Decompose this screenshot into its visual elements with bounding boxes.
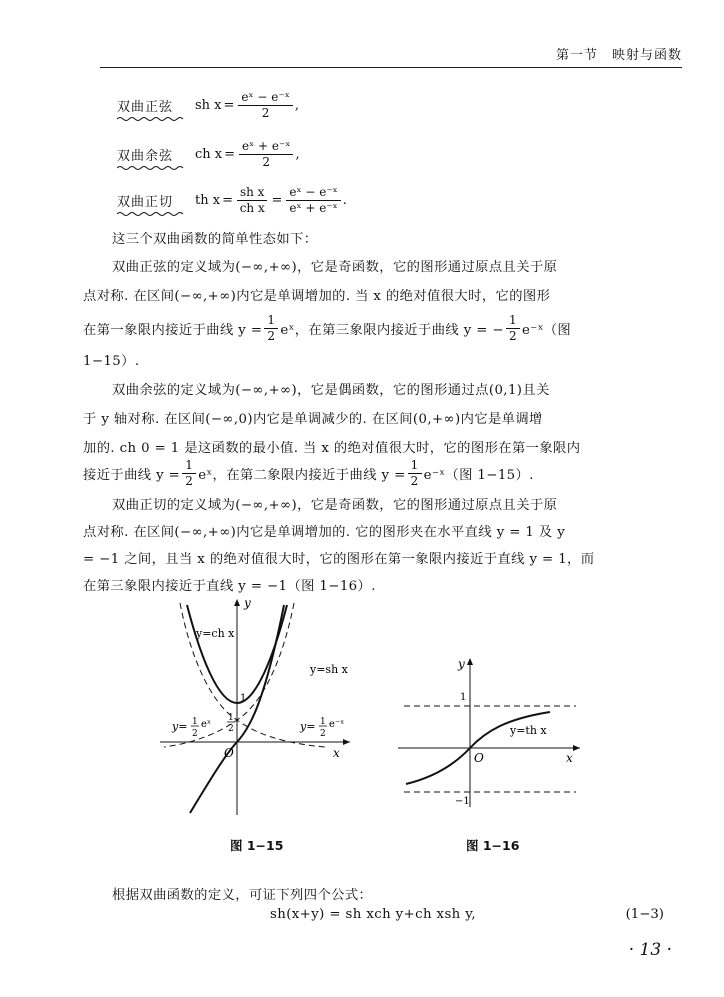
page-number: · 13 · [628,940,672,960]
def-name-cosh: 双曲余弦 [117,148,174,164]
fn-tanh: th x [195,192,221,208]
ch-para-line-2: 于 y 轴对称. 在区间(−∞,0)内它是单调减少的. 在区间(0,+∞)内它是单调增 [83,412,543,427]
right-asym-label: y= [300,720,316,733]
left-asym-label: y= [172,720,188,733]
x-axis-arrow [343,739,350,745]
ch-para-line-3: 加的. ch 0 = 1 是这函数的最小值. 当 x 的绝对值很大时，它的图形在第一象限内 [83,441,581,456]
header-rule [100,67,682,68]
half-den: 2 [228,724,234,734]
svg-text:1: 1 [320,717,326,727]
th-para-line-4: 在第三象限内接近于直线 y = −1（图 1−16）. [83,579,376,594]
x-label: x [566,751,573,765]
intro-line: 这三个双曲函数的简单性态如下： [112,232,318,247]
tanh-label: y=th x [510,724,547,737]
running-header: 第一节 映射与函数 [555,48,682,63]
y-axis-arrow [234,599,240,606]
wavy-underline [117,116,187,122]
frac-cosh: $\frac{\text{eˣ + e⁻ˣ}}{2}$ [239,139,293,170]
th-para-line-2: 点对称. 在区间(−∞,+∞)内它是单调增加的. 它的图形夹在水平直线 y = 1 及 y [83,525,566,540]
sh-para-line-1: 双曲正弦的定义域为(−∞,+∞)，它是奇函数，它的图形通过原点且关于原 [112,260,558,275]
svg-text:2: 2 [192,729,198,739]
caption-fig-1-16: 图 1−16 [466,838,520,853]
x-label: x [333,746,340,760]
half-num: 1 [228,713,234,723]
def-name-tanh: 双曲正切 [117,194,174,210]
frac-sinh: $\frac{\text{eˣ − e⁻ˣ}}{2}$ [238,90,292,121]
svg-text:1: 1 [192,717,198,727]
y-label: y [244,596,251,610]
y-label: y [458,657,465,671]
def-name-sinh: 双曲正弦 [117,99,174,115]
def-cosh: 双曲余弦 ch x = $\frac{\text{eˣ + e⁻ˣ}}{2}$ , [117,138,300,169]
sh-para-line-3: 在第一象限内接近于曲线 y = $\frac{1}{2}$ eˣ，在第三象限内接近于曲线 y = − $\frac{1}{2}$ e⁻ˣ（图 [83,313,572,343]
wavy-underline [117,211,187,217]
equation-number: (1−3) [625,907,664,922]
closing-line: 根据双曲函数的定义，可证下列四个公式： [112,888,373,903]
origin-label: O [224,746,234,760]
one-mark: 1 [240,693,247,704]
cosh-label: y=ch x [196,627,235,640]
def-tanh: 双曲正切 th x = $\frac{\text{sh x}}{\text{ch x}}$ = $\frac{\text{eˣ − e⁻ˣ}}{\text{eˣ + e⁻ˣ}}$ . [117,184,347,215]
ch-para-line-1: 双曲余弦的定义域为(−∞,+∞)，它是偶函数，它的图形通过点(0,1)且关 [112,383,550,398]
figure-1-16 [390,652,590,812]
neg-one-label: −1 [455,796,470,807]
fn-sinh: sh x [195,97,222,113]
caption-fig-1-15: 图 1−15 [230,838,284,853]
svg-text:2: 2 [320,729,326,739]
wavy-underline [117,165,187,171]
sh-para-line-4: 1−15）. [83,354,140,369]
def-sinh: 双曲正弦 sh x = $\frac{\text{eˣ − e⁻ˣ}}{2}$ , [117,89,299,120]
frac-tanh-2: $\frac{\text{eˣ − e⁻ˣ}}{\text{eˣ + e⁻ˣ}}$ [286,185,340,216]
sinh-label: y=sh x [310,663,348,676]
th-para-line-1: 双曲正切的定义域为(−∞,+∞)，它是奇函数，它的图形通过原点且关于原 [112,498,558,513]
svg-text:eˣ: eˣ [201,719,212,730]
origin-label: O [474,751,484,765]
frac-tanh-1: $\frac{\text{sh x}}{\text{ch x}}$ [237,185,267,216]
fn-cosh: ch x [195,146,223,162]
one-label: 1 [460,692,467,703]
svg-text:e⁻ˣ: e⁻ˣ [329,719,345,730]
th-para-line-3: = −1 之间，且当 x 的绝对值很大时，它的图形在第一象限内接近于直线 y = 1，而 [83,552,595,567]
ch-para-line-4: 接近于曲线 y = $\frac{1}{2}$ eˣ，在第二象限内接近于曲线 y = $\frac{1}{2}$ e⁻ˣ（图 1−15）. [83,458,534,488]
figure-1-15 [150,595,360,830]
formula-1-3: sh(x+y) = sh xch y+ch xsh y, [270,907,477,922]
sh-para-line-2: 点对称. 在区间(−∞,+∞)内它是单调增加的. 当 x 的绝对值很大时，它的图形 [83,289,551,304]
